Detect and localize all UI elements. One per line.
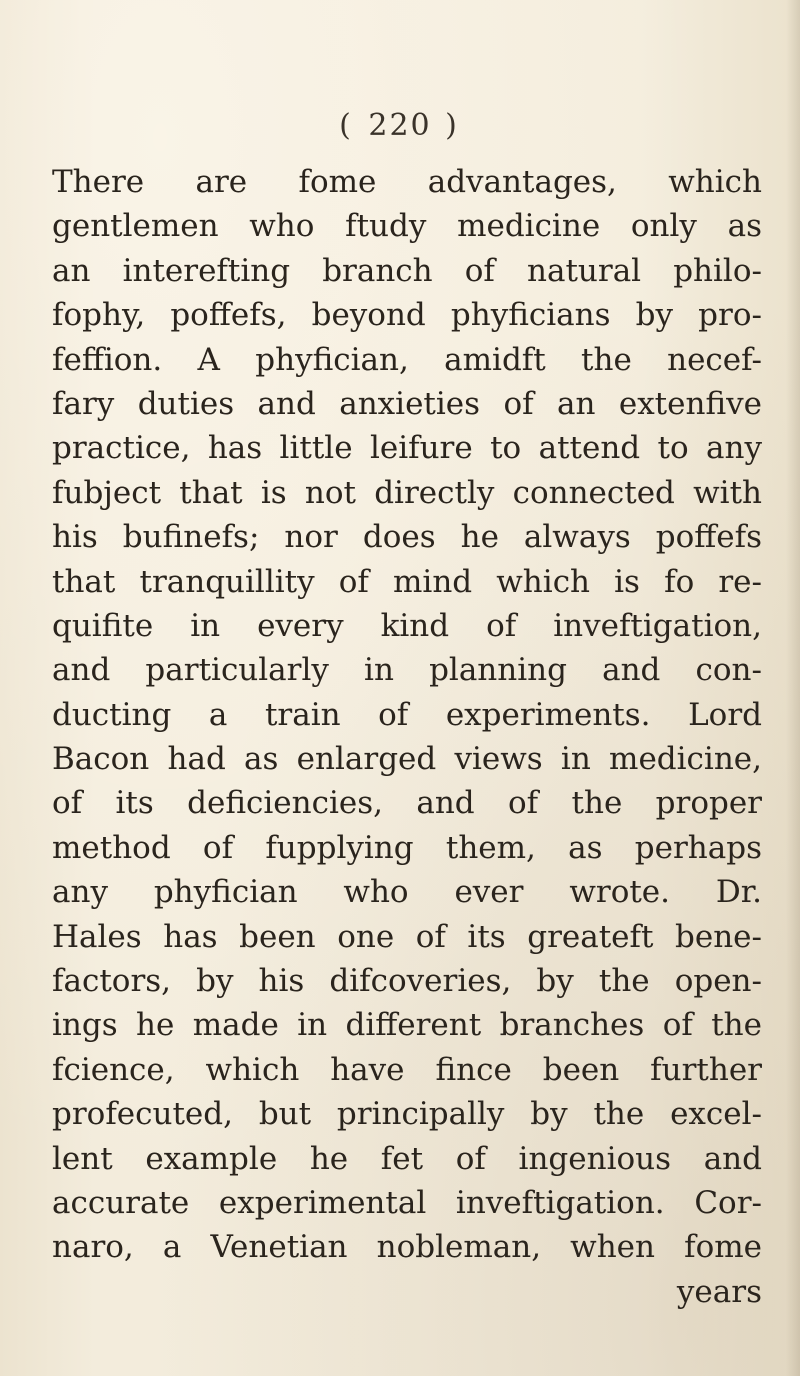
text-line: method of fupplying them, as perhaps [52, 829, 762, 866]
text-line: any phyfician who ever wrote. Dr. [52, 874, 762, 911]
catchword: years [676, 1273, 762, 1310]
text-line: There are fome advantages, which [52, 164, 762, 200]
text-line: fophy, poffefs, beyond phyficians by pro- [52, 297, 762, 334]
page-number-value: 220 [368, 108, 432, 143]
text-line: an interefting branch of natural philo- [52, 252, 762, 289]
text-line: lent example he fet of ingenious and [52, 1140, 762, 1177]
text-line: practice, has little leifure to attend to any [52, 430, 762, 467]
text-line: fary duties and anxieties of an extenfive [52, 385, 762, 422]
text-line: Hales has been one of its greateft bene- [52, 918, 762, 955]
text-line: fubject that is not directly connected with [52, 474, 762, 511]
text-line: accurate experimental inveftigation. Cor- [52, 1184, 762, 1221]
text-line: quifite in every kind of inveftigation, [52, 607, 762, 644]
text-line: feffion. A phyfician, amidft the necef- [52, 341, 762, 378]
text-line: ducting a train of experiments. Lord [52, 696, 762, 733]
text-line: gentlemen who ftudy medicine only as [52, 208, 762, 245]
body-text [52, 160, 762, 1314]
text-line: profecuted, but principally by the excel- [52, 1096, 762, 1133]
text-line: fcience, which have fince been further [52, 1051, 762, 1088]
text-line: his bufinefs; nor does he always poffefs [52, 519, 762, 556]
page-number: ( 220 ) [339, 108, 461, 143]
text-line: factors, by his difcoveries, by the open- [52, 963, 762, 1000]
page-edge-shadow [786, 0, 800, 1376]
text-line: naro, a Venetian nobleman, when fome [52, 1229, 762, 1266]
text-line: and particularly in planning and con- [52, 652, 762, 689]
text-line: of its deficiencies, and of the proper [52, 785, 762, 822]
text-line: that tranquillity of mind which is fo re- [52, 563, 762, 600]
text-line: Bacon had as enlarged views in medicine, [52, 741, 762, 778]
text-line: ings he made in different branches of the [52, 1007, 762, 1044]
